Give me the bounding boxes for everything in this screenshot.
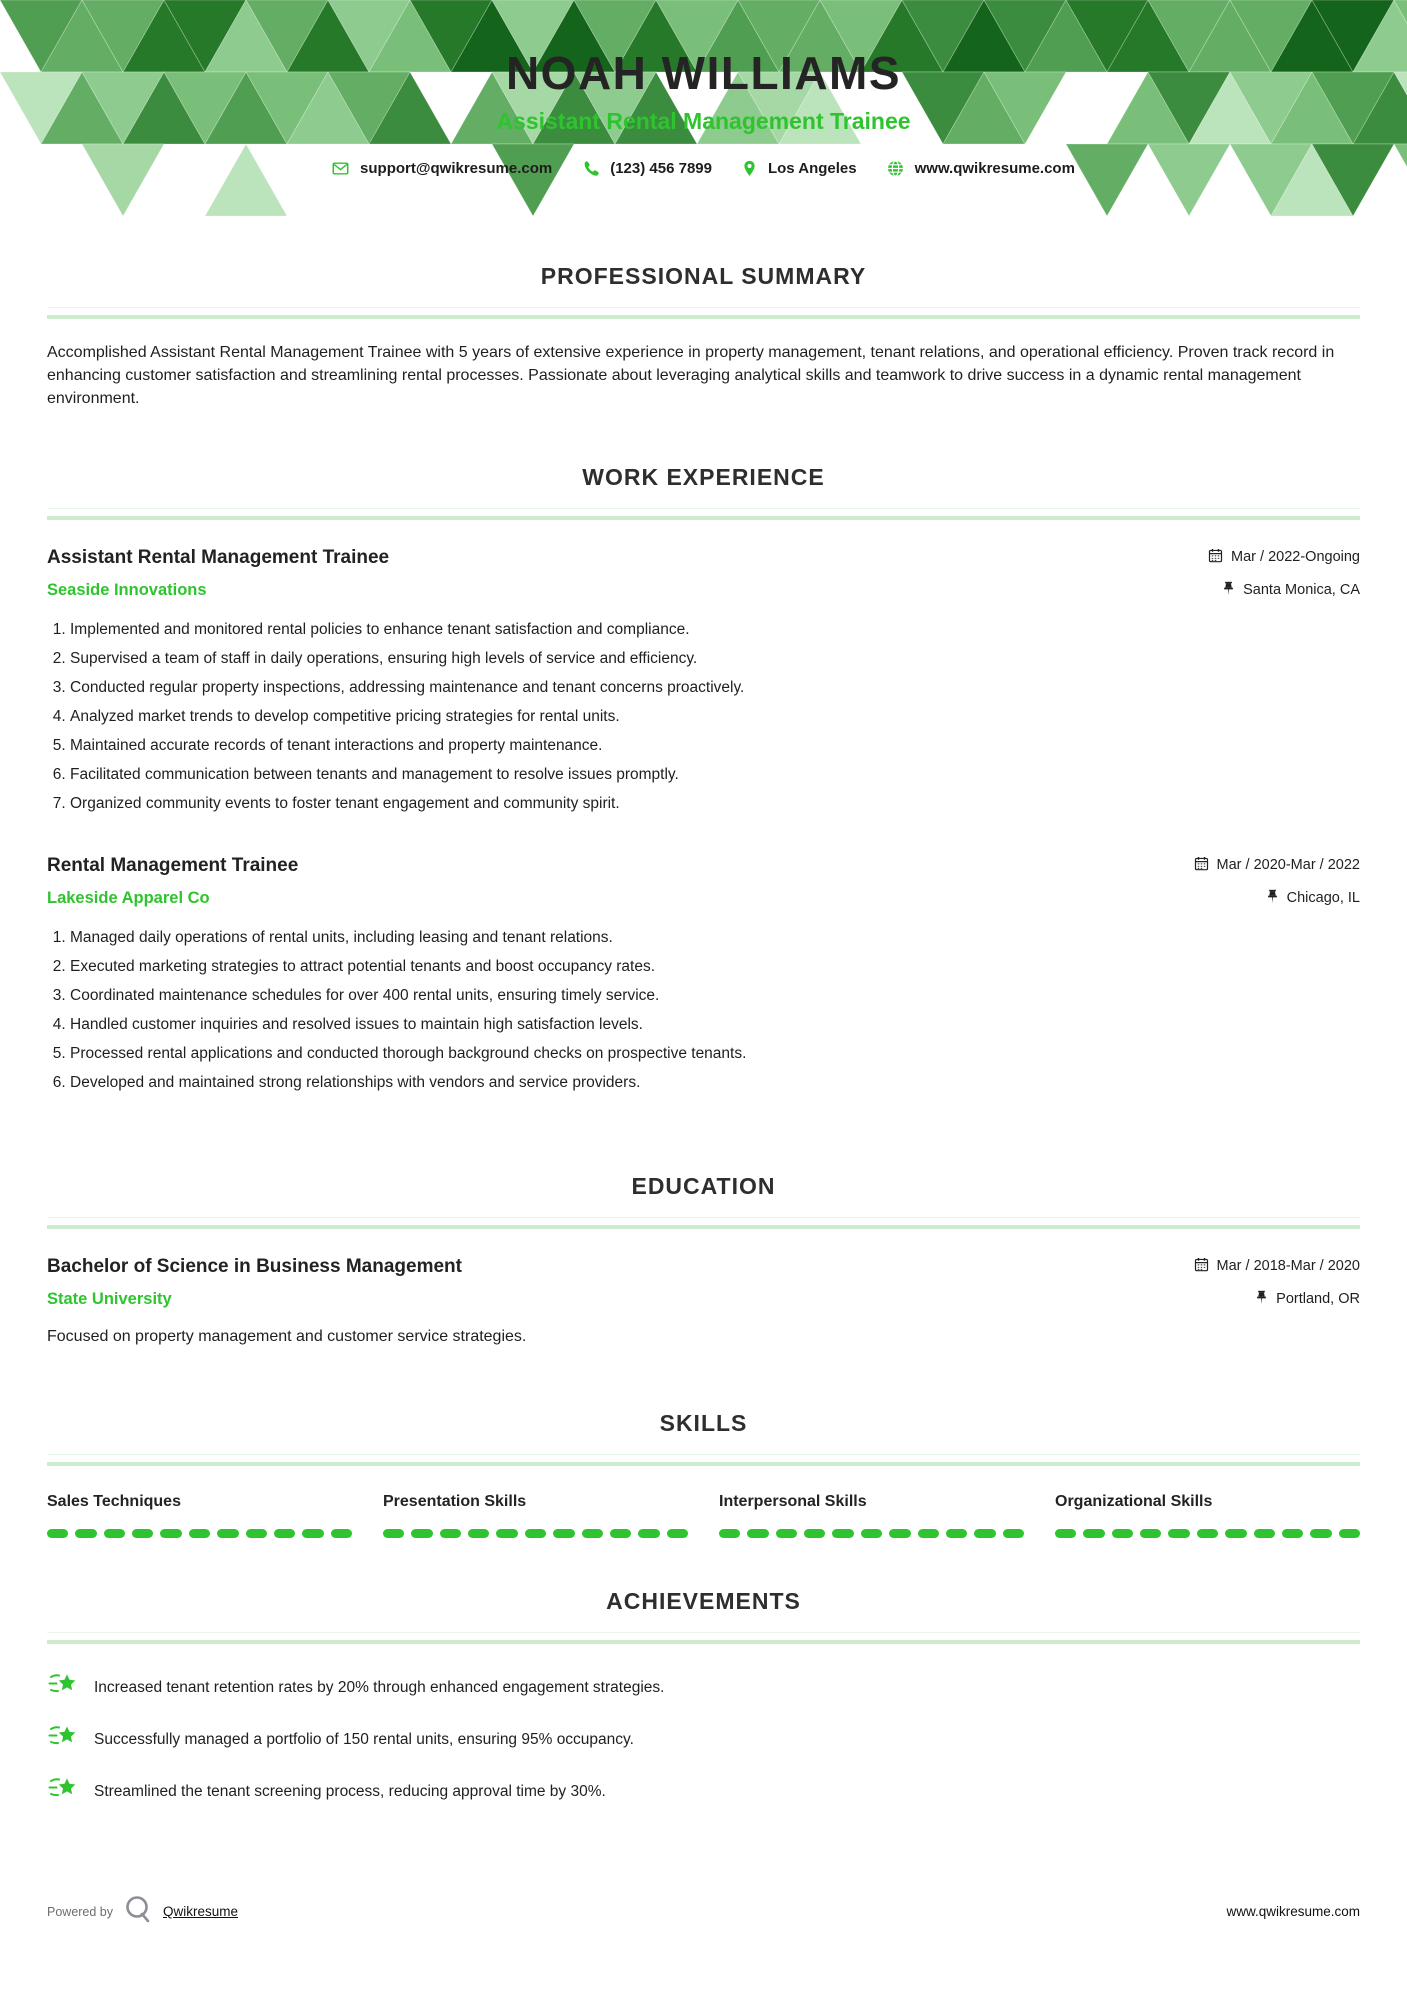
shooting-star-icon <box>47 1670 79 1705</box>
achievements-heading: ACHIEVEMENTS <box>606 1588 801 1615</box>
skill-level-bar <box>1055 1529 1360 1538</box>
pushpin-icon <box>1222 581 1235 600</box>
section-divider <box>47 1217 1360 1229</box>
job-bullet: 6. Developed and maintained strong relationships with vendors and service providers. <box>70 1072 1360 1093</box>
job-bullet: 2. Executed marketing strategies to attract potential tenants and boost occupancy rates. <box>70 956 1360 977</box>
shooting-star-icon <box>47 1722 79 1757</box>
resume-header <box>0 0 1407 230</box>
pushpin-icon <box>1266 889 1279 908</box>
job-location: Chicago, IL <box>1286 889 1360 906</box>
degree-title: Bachelor of Science in Business Management <box>47 1256 462 1278</box>
skills-heading: SKILLS <box>659 1410 748 1437</box>
summary-heading: PROFESSIONAL SUMMARY <box>540 263 867 290</box>
skill-level-bar <box>47 1529 352 1538</box>
job-dates: Mar / 2020-Mar / 2022 <box>1216 857 1360 874</box>
contact-email-text: support@qwikresume.com <box>360 160 553 177</box>
summary-text: Accomplished Assistant Rental Management Trainee with 5 years of extensive experience in property management, tenant relations, and operational efficiency. Proven track record in enhancing customer satisfaction and streamlining rental processes. Passionate about leveraging analytical skills and teamwork to drive success in a dynamic rental management environment. <box>47 344 1335 408</box>
job-entry <box>47 548 1360 814</box>
skill-label: Organizational Skills <box>1055 1493 1213 1511</box>
section-professional-summary <box>47 249 1360 410</box>
skills-grid <box>47 1494 1360 1538</box>
contact-phone-text: (123) 456 7899 <box>610 160 712 177</box>
section-work-experience <box>47 466 1360 1093</box>
skill-label: Presentation Skills <box>383 1493 527 1511</box>
school-name: State University <box>47 1290 172 1309</box>
skill-item <box>383 1494 688 1538</box>
skill-item <box>1055 1494 1360 1538</box>
resume-body <box>0 249 1407 1809</box>
job-bullet: 5. Processed rental applications and conducted thorough background checks on prospective tenants. <box>70 1043 1360 1064</box>
achievement-item <box>47 1670 1360 1705</box>
job-head-left <box>47 548 389 599</box>
contact-website[interactable] <box>887 160 1075 177</box>
job-bullet-list <box>47 619 1360 814</box>
education-head <box>47 1257 1360 1308</box>
calendar-icon <box>1208 548 1223 567</box>
job-head-right <box>1208 548 1360 599</box>
job-dates-row <box>1208 548 1360 567</box>
section-skills <box>47 1412 1360 1538</box>
section-divider <box>47 307 1360 319</box>
section-divider <box>47 1632 1360 1644</box>
education-dates: Mar / 2018-Mar / 2020 <box>1216 1258 1360 1275</box>
work-heading: WORK EXPERIENCE <box>582 464 825 491</box>
job-location-row <box>1194 889 1360 908</box>
brand-link[interactable]: Qwikresume <box>163 1904 239 1919</box>
job-bullet: 7. Organized community events to foster tenant engagement and community spirit. <box>70 793 1360 814</box>
achievement-item <box>47 1774 1360 1809</box>
job-bullet: 4. Handled customer inquiries and resolved issues to maintain high satisfaction levels. <box>70 1014 1360 1035</box>
education-entry <box>47 1257 1360 1346</box>
education-location: Portland, OR <box>1276 1290 1360 1307</box>
header-text-block <box>0 0 1407 177</box>
calendar-icon <box>1194 1257 1209 1276</box>
job-entry <box>47 856 1360 1093</box>
shooting-star-icon <box>47 1774 79 1809</box>
achievement-item <box>47 1722 1360 1757</box>
education-heading: EDUCATION <box>631 1173 776 1200</box>
contact-phone <box>582 160 712 177</box>
job-dates: Mar / 2022-Ongoing <box>1231 549 1360 566</box>
job-head-right <box>1194 856 1360 907</box>
education-location-row <box>1194 1290 1360 1309</box>
skill-label: Interpersonal Skills <box>719 1493 867 1511</box>
phone-icon <box>582 160 599 177</box>
job-dates-row <box>1194 856 1360 875</box>
job-head <box>47 856 1360 907</box>
job-title: Assistant Rental Management Trainee <box>47 547 390 569</box>
skill-level-bar <box>383 1529 688 1538</box>
job-bullet: 1. Implemented and monitored rental policies to enhance tenant satisfaction and compliance. <box>70 619 1360 640</box>
job-bullet: 5. Maintained accurate records of tenant interactions and property maintenance. <box>70 735 1360 756</box>
pushpin-icon <box>1255 1290 1268 1309</box>
job-head <box>47 548 1360 599</box>
skill-item <box>719 1494 1024 1538</box>
job-bullet: 3. Conducted regular property inspections, addressing maintenance and tenant concerns proactively. <box>70 677 1360 698</box>
achievement-text: Streamlined the tenant screening process, reducing approval time by 30%. <box>94 1782 606 1800</box>
contact-row <box>0 160 1407 177</box>
education-description: Focused on property management and customer service strategies. <box>47 1328 527 1346</box>
skill-level-bar <box>719 1529 1024 1538</box>
powered-by-label: Powered by <box>47 1904 114 1919</box>
section-achievements <box>47 1590 1360 1809</box>
section-divider <box>47 1454 1360 1466</box>
job-bullet: 4. Analyzed market trends to develop competitive pricing strategies for rental units. <box>70 706 1360 727</box>
section-education <box>47 1175 1360 1346</box>
job-title: Rental Management Trainee <box>47 855 299 877</box>
job-bullet: 2. Supervised a team of staff in daily operations, ensuring high levels of service and efficiency. <box>70 648 1360 669</box>
section-divider <box>47 508 1360 520</box>
education-dates-row <box>1194 1257 1360 1276</box>
envelope-icon <box>332 160 349 177</box>
page-footer <box>47 1893 1360 1930</box>
job-location-row <box>1208 581 1360 600</box>
contact-email[interactable] <box>332 160 552 177</box>
location-pin-icon <box>742 160 757 177</box>
job-company: Seaside Innovations <box>47 581 207 600</box>
education-head-right <box>1194 1257 1360 1308</box>
job-bullet: 1. Managed daily operations of rental units, including leasing and tenant relations. <box>70 927 1360 948</box>
skill-label: Sales Techniques <box>47 1493 181 1511</box>
qwikresume-q-icon <box>123 1893 153 1930</box>
job-bullet: 3. Coordinated maintenance schedules for over 400 rental units, ensuring timely service. <box>70 985 1360 1006</box>
achievement-text: Successfully managed a portfolio of 150 rental units, ensuring 95% occupancy. <box>94 1730 634 1748</box>
achievement-text: Increased tenant retention rates by 20% through enhanced engagement strategies. <box>94 1678 665 1696</box>
contact-location <box>742 160 857 177</box>
job-bullet-list <box>47 927 1360 1093</box>
job-location: Santa Monica, CA <box>1243 581 1360 598</box>
achievements-list <box>47 1670 1360 1809</box>
job-company: Lakeside Apparel Co <box>47 889 210 908</box>
calendar-icon <box>1194 856 1209 875</box>
contact-location-text: Los Angeles <box>767 160 857 177</box>
skill-item <box>47 1494 352 1538</box>
candidate-job-title: Assistant Rental Management Trainee <box>496 108 911 134</box>
education-head-left <box>47 1257 462 1308</box>
globe-icon <box>887 160 904 177</box>
job-bullet: 6. Facilitated communication between tenants and management to resolve issues promptly. <box>70 764 1360 785</box>
candidate-name: NOAH WILLIAMS <box>505 47 902 99</box>
footer-website[interactable]: www.qwikresume.com <box>1226 1904 1360 1919</box>
footer-brand-group <box>47 1893 238 1930</box>
contact-website-text: www.qwikresume.com <box>914 160 1075 177</box>
job-head-left <box>47 856 298 907</box>
